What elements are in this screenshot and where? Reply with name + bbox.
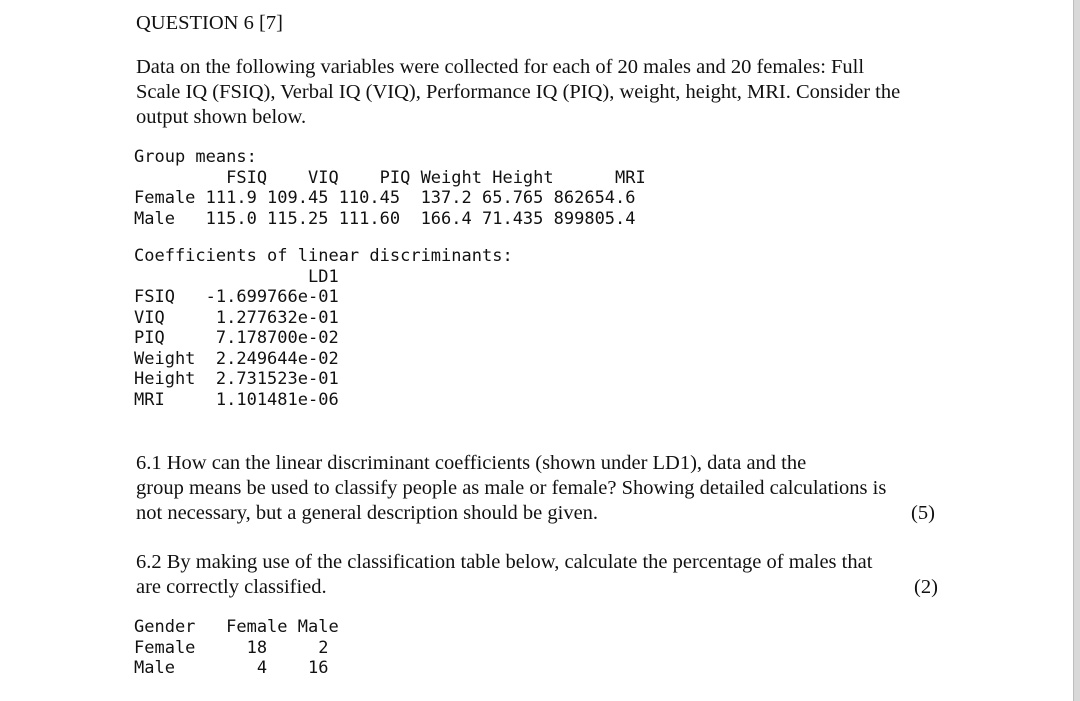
q61-line: group means be used to classify people as male or female? Showing detailed calculations is bbox=[136, 477, 887, 499]
page-edge bbox=[1074, 0, 1080, 701]
q62-line: are correctly classified. bbox=[136, 576, 327, 598]
q61-line: not necessary, but a general description should be given. bbox=[136, 502, 599, 524]
intro-line: Scale IQ (FSIQ), Verbal IQ (VIQ), Performance IQ (PIQ), weight, height, MRI. Consider the bbox=[136, 81, 901, 103]
classification-row: Male 4 16 bbox=[134, 658, 329, 678]
question-heading: QUESTION 6 [7] bbox=[136, 12, 283, 34]
q62-line: 6.2 By making use of the classification table below, calculate the percentage of males that bbox=[136, 551, 873, 573]
q61-line: 6.1 How can the linear discriminant coefficients (shown under LD1), data and the bbox=[136, 452, 807, 474]
group-means-header: FSIQ VIQ PIQ Weight Height MRI bbox=[134, 167, 646, 188]
question-6-2 bbox=[136, 550, 941, 600]
coefficients-header: LD1 bbox=[134, 266, 339, 287]
classification-row: Female 18 2 bbox=[134, 637, 329, 658]
intro-paragraph bbox=[136, 55, 941, 130]
group-means-title: Group means: bbox=[134, 147, 257, 167]
q62-marks: (2) bbox=[914, 576, 938, 598]
question-6-1 bbox=[136, 451, 941, 526]
coefficient-row: VIQ 1.277632e-01 bbox=[134, 307, 339, 328]
classification-header: Gender Female Male bbox=[134, 617, 339, 637]
group-means-output bbox=[134, 147, 646, 229]
group-means-row: Female 111.9 109.45 110.45 137.2 65.765 862654.6 bbox=[134, 188, 636, 208]
coefficient-row: FSIQ -1.699766e-01 bbox=[134, 287, 339, 307]
coefficient-row: PIQ 7.178700e-02 bbox=[134, 328, 339, 348]
group-means-row: Male 115.0 115.25 111.60 166.4 71.435 899805.4 bbox=[134, 208, 636, 229]
coefficient-row: MRI 1.101481e-06 bbox=[134, 389, 339, 410]
intro-line: output shown below. bbox=[136, 106, 307, 128]
coefficients-output bbox=[134, 246, 513, 410]
coefficient-row: Weight 2.249644e-02 bbox=[134, 348, 339, 369]
intro-line: Data on the following variables were collected for each of 20 males and 20 females: Full bbox=[136, 56, 865, 78]
q61-marks: (5) bbox=[911, 502, 935, 524]
coefficient-row: Height 2.731523e-01 bbox=[134, 369, 339, 389]
coefficients-title: Coefficients of linear discriminants: bbox=[134, 246, 513, 266]
classification-table bbox=[134, 617, 339, 679]
